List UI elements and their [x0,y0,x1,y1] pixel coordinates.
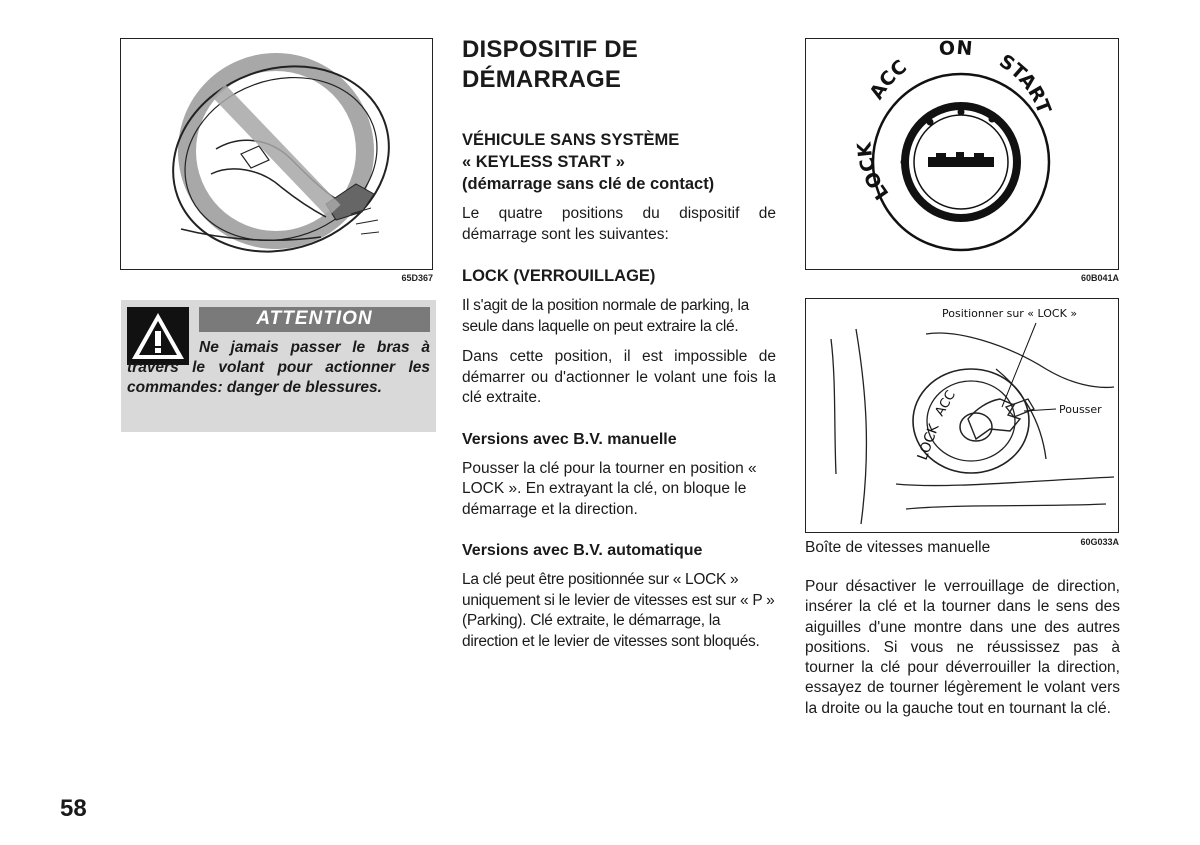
ignition-dial-illustration [806,39,1118,269]
lock-paragraph-1: Il s'agit de la position normale de parking, la seule dans laquelle on peut extraire la clé. [462,297,749,335]
figure-code: 60B041A [1080,273,1119,283]
page-number: 58 [60,795,87,822]
figure-code: 60G033A [1080,537,1119,547]
dial-label-lock: LOCK [853,141,894,204]
manual-paragraph: Pousser la clé pour la tourner en position « LOCK ». En extrayant la clé, on bloque le démarrage et la direction. [462,459,757,518]
key-dial-lock-label: LOCK [914,421,943,463]
dial-label-acc: ACC [865,55,912,104]
unlock-paragraph: Pour désactiver le verrouillage de direction, insérer la clé et la tourner dans le sens des aiguilles d'une montre dans une des autres positions. Si vous ne réussissez pas à tourner la clé pour déverrouiller la direction, essayez de tourner légèrement le volant vers la droite ou la gauche tout en tournant la clé. [805,578,1120,717]
figure-code: 65D367 [401,273,433,283]
intro-paragraph: Le quatre positions du dispositif de démarrage sont les suivantes: [462,205,776,243]
lock-heading: LOCK (VERROUILLAGE) [462,267,656,285]
lock-paragraph-2: Dans cette position, il est impossible de démarrer ou d'actionner le volant une fois la clé extraite. [462,348,776,406]
key-dial-acc-label: ACC [932,388,959,419]
subtitle-line-3: (démarrage sans clé de contact) [462,175,715,193]
warning-box [121,300,436,432]
dial-label-start: START [995,50,1056,117]
svg-text:ON [938,39,973,60]
middle-column [462,35,776,662]
steering-wheel-figure [120,38,433,270]
figure-caption: Boîte de vitesses manuelle [805,539,991,556]
warning-title: ATTENTION [199,307,430,332]
warning-text: Ne jamais passer le bras à travers le volant pour actionner les commandes: danger de blessures. [127,339,430,396]
callout-position-lock: Positionner sur « LOCK » [942,307,1078,320]
key-push-figure [805,298,1119,533]
automatic-heading: Versions avec B.V. automatique [462,542,703,559]
key-push-illustration [806,299,1118,532]
subtitle-line-2: « KEYLESS START » [462,153,625,171]
dial-label-on: ON [937,39,974,61]
automatic-paragraph: La clé peut être positionnée sur « LOCK » uniquement si le levier de vitesses est sur « P » (Parking). Clé extraite, le démarrage, la direction et le levier de vitesses sont bloqués. [462,571,775,650]
svg-text:START [995,50,1055,117]
section-title: DISPOSITIF DE DÉMARRAGE [462,36,638,93]
svg-text:LOCK [853,140,893,204]
subtitle-line-1: VÉHICULE SANS SYSTÈME [462,131,680,149]
no-arm-through-wheel-illustration [121,39,432,269]
callout-push: Pousser [1059,403,1102,416]
ignition-switch-figure [805,38,1119,270]
manual-heading: Versions avec B.V. manuelle [462,430,677,448]
